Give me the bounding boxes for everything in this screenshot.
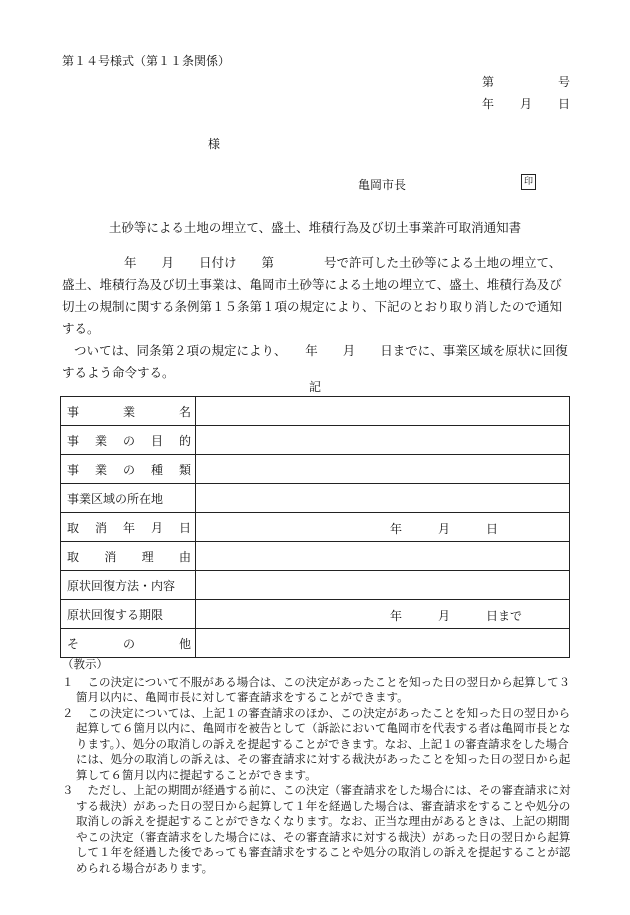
field-label-cell	[61, 397, 196, 426]
date-month: 月	[520, 97, 533, 111]
notice-paragraph-1: 年 月 日付け 第 号で許可した土砂等による土地の埋立て、盛土、堆積行為及び切土事業は、亀岡市土砂等による土地の埋立て、盛土、堆積行為及び切土の規制に関する条例第１５条第１項の規定により、下記のとおり取り消したので通知する。	[62, 255, 563, 336]
field-label-cell	[61, 629, 196, 658]
table-row	[61, 426, 570, 455]
instruction-item	[62, 706, 574, 784]
table-row	[61, 484, 570, 513]
addressee-suffix: 様	[208, 137, 221, 151]
field-value-cell[interactable]	[196, 397, 570, 426]
field-value-cell[interactable]	[196, 542, 570, 571]
number-prefix: 第	[482, 75, 495, 89]
field-value-cell[interactable]	[196, 426, 570, 455]
issuer-title: 亀岡市長	[358, 178, 407, 192]
field-label: 原状回復する期限	[67, 607, 164, 622]
table-row	[61, 629, 570, 658]
table-row	[61, 571, 570, 600]
appeal-instructions	[62, 657, 574, 876]
instruction-number: ３	[62, 783, 74, 797]
field-label-cell	[61, 542, 196, 571]
field-label: 事 業 の 目 的	[67, 433, 191, 448]
form-number: 第１４号様式（第１１条関係）	[62, 54, 231, 68]
instruction-number: １	[62, 674, 74, 689]
field-label-cell	[61, 600, 196, 629]
field-label-cell	[61, 455, 196, 484]
instructions-heading: （教示）	[62, 657, 108, 671]
details-table	[60, 396, 570, 658]
table-row	[61, 513, 570, 542]
table-row	[61, 397, 570, 426]
instruction-number: ２	[62, 705, 74, 720]
field-label: そ の 他	[67, 636, 191, 651]
field-label: 事 業 名	[67, 404, 191, 419]
instruction-item	[62, 783, 574, 876]
table-row	[61, 600, 570, 629]
field-label-cell	[61, 571, 196, 600]
field-value: 年 月 日まで	[390, 609, 523, 623]
notice-paragraph-2: ついては、同条第２項の規定により、 年 月 日までに、事業区域を原状に回復するよう命令する。	[62, 343, 568, 380]
notice-body	[62, 252, 572, 384]
field-value-cell[interactable]	[196, 629, 570, 658]
field-label: 原状回復方法・内容	[67, 578, 176, 593]
number-suffix: 号	[558, 75, 571, 89]
seal-mark: 印	[521, 174, 536, 190]
instruction-item	[62, 675, 574, 706]
field-value-cell[interactable]	[196, 600, 570, 629]
field-label-cell	[61, 484, 196, 513]
date-day: 日	[558, 97, 571, 111]
field-value: 年 月 日	[390, 522, 499, 536]
date-year: 年	[482, 97, 495, 111]
instruction-text: この決定について不服がある場合は、この決定があったことを知った日の翌日から起算して３箇月以内に、亀岡市長に対して審査請求をすることができます。	[76, 674, 571, 704]
field-value-cell[interactable]	[196, 455, 570, 484]
instruction-text: この決定については、上記１の審査請求のほか、この決定があったことを知った日の翌日から起算して６箇月以内に、亀岡市を被告として（訴訟において亀岡市を代表する者は亀岡市長となります。）、処分の取消しの訴えを提起することができます。なお、上記１の審査請求をした場合には、処分の取消しの訴えは、その審査請求に対する裁決があったことを知った日の翌日から起算して６箇月以内に提起することができます。	[76, 705, 571, 782]
field-value-cell[interactable]	[196, 513, 570, 542]
field-label: 取 消 年 月 日	[67, 520, 191, 535]
document-title: 土砂等による土地の埋立て、盛土、堆積行為及び切土事業許可取消通知書	[108, 220, 522, 235]
field-value-cell[interactable]	[196, 571, 570, 600]
field-label: 事 業 の 種 類	[67, 462, 191, 477]
field-value-cell[interactable]	[196, 484, 570, 513]
field-label-cell	[61, 426, 196, 455]
field-label-cell	[61, 513, 196, 542]
table-row	[61, 455, 570, 484]
table-row	[61, 542, 570, 571]
field-label: 事業区域の所在地	[67, 491, 164, 506]
instruction-text: ただし、上記の期間が経過する前に、この決定（審査請求をした場合には、その審査請求に対する裁決）があった日の翌日から起算して１年を経過した場合は、審査請求をすることや処分の取消しの訴えを提起することができなくなります。なお、正当な理由があるときは、上記の期間やこの決定（審査請求をした場合には、その審査請求に対する裁決）があった日の翌日から起算して１年を経過した後であっても審査請求をすることや処分の取消しの訴えを提起することが認められる場合があります。	[76, 783, 571, 875]
ki-heading: 記	[308, 380, 321, 394]
field-label: 取 消 理 由	[67, 549, 191, 564]
